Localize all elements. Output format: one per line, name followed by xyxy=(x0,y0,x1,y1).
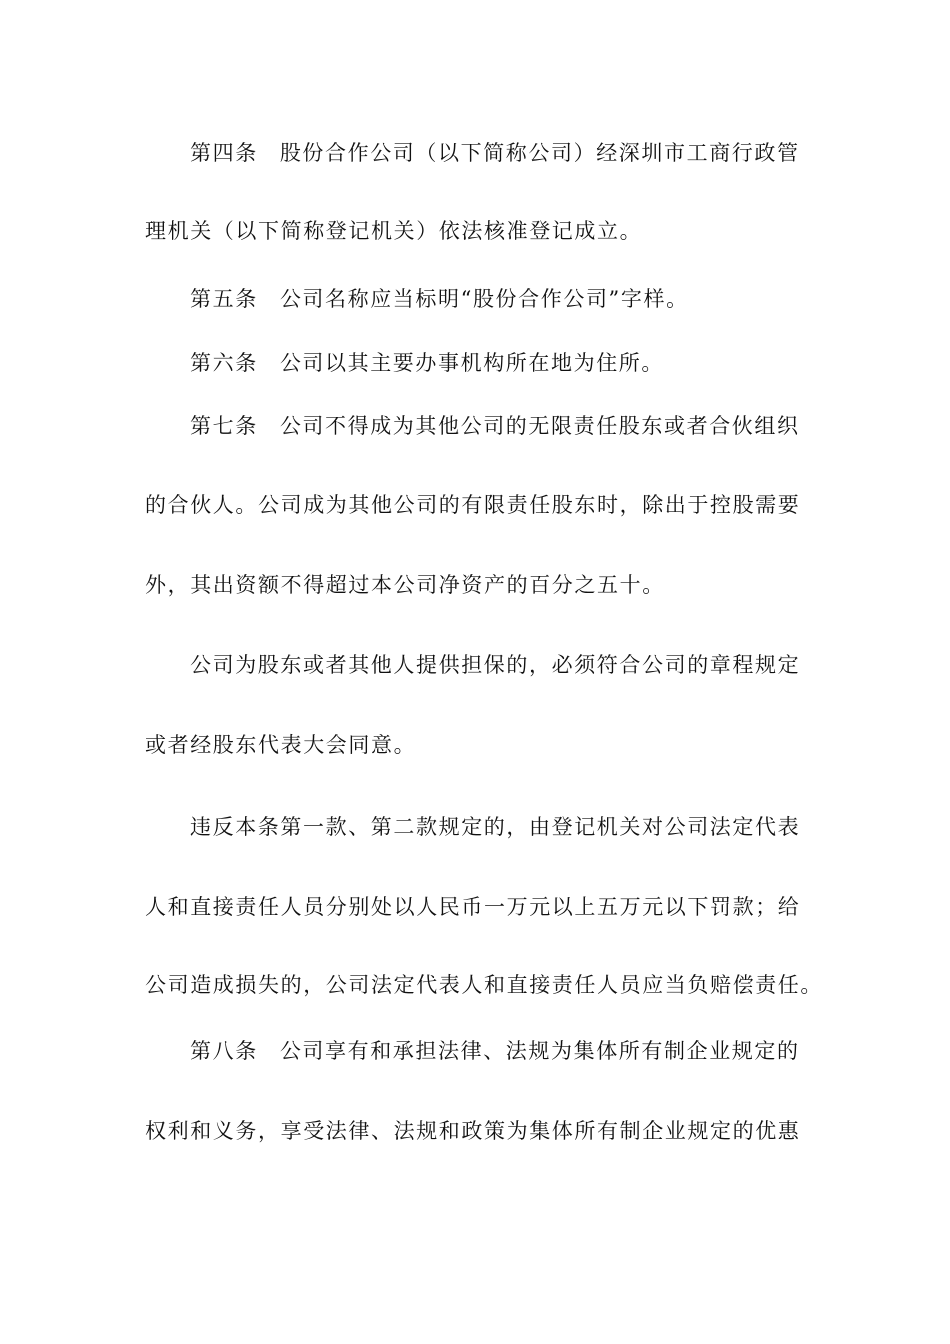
article-7-para-3-line-3: 公司造成损失的，公司法定代表人和直接责任人员应当负赔偿责任。 xyxy=(145,973,823,997)
article-8-label: 第八条 xyxy=(190,1039,258,1063)
article-5-label: 第五条 xyxy=(190,287,258,311)
article-7-para-2-line-1: 公司为股东或者其他人提供担保的，必须符合公司的章程规定 xyxy=(190,653,801,677)
article-7-line-1 xyxy=(190,412,807,440)
article-5-text: 公司名称应当标明“股份合作公司”字样。 xyxy=(279,287,689,311)
article-8-line-1 xyxy=(190,1037,807,1065)
article-7-para-2-line-2: 或者经股东代表大会同意。 xyxy=(145,733,417,757)
article-7-line-3: 外，其出资额不得超过本公司净资产的百分之五十。 xyxy=(145,573,665,597)
article-4-line-2: 理机关（以下简称登记机关）依法核准登记成立。 xyxy=(145,219,643,243)
article-7-para-3-line-1: 违反本条第一款、第二款规定的，由登记机关对公司法定代表 xyxy=(190,815,801,839)
article-7-para-3-line-2: 人和直接责任人员分别处以人民币一万元以上五万元以下罚款；给 xyxy=(145,895,801,919)
article-6-text: 公司以其主要办事机构所在地为住所。 xyxy=(279,351,665,375)
article-8-line-2: 权利和义务，享受法律、法规和政策为集体所有制企业规定的优惠 xyxy=(145,1119,801,1143)
article-8-text-1: 公司享有和承担法律、法规为集体所有制企业规定的 xyxy=(279,1039,800,1063)
article-4-text-1: 股份合作公司（以下简称公司）经深圳市工商行政管 xyxy=(279,141,800,165)
article-4-label: 第四条 xyxy=(190,141,258,165)
article-7-text-1: 公司不得成为其他公司的无限责任股东或者合伙组织 xyxy=(279,414,800,438)
article-7-label: 第七条 xyxy=(190,414,258,438)
article-5 xyxy=(190,285,807,313)
article-6-label: 第六条 xyxy=(190,351,258,375)
article-4-line-1 xyxy=(190,139,807,167)
article-6 xyxy=(190,349,807,377)
article-7-line-2: 的合伙人。公司成为其他公司的有限责任股东时，除出于控股需要 xyxy=(145,493,801,517)
